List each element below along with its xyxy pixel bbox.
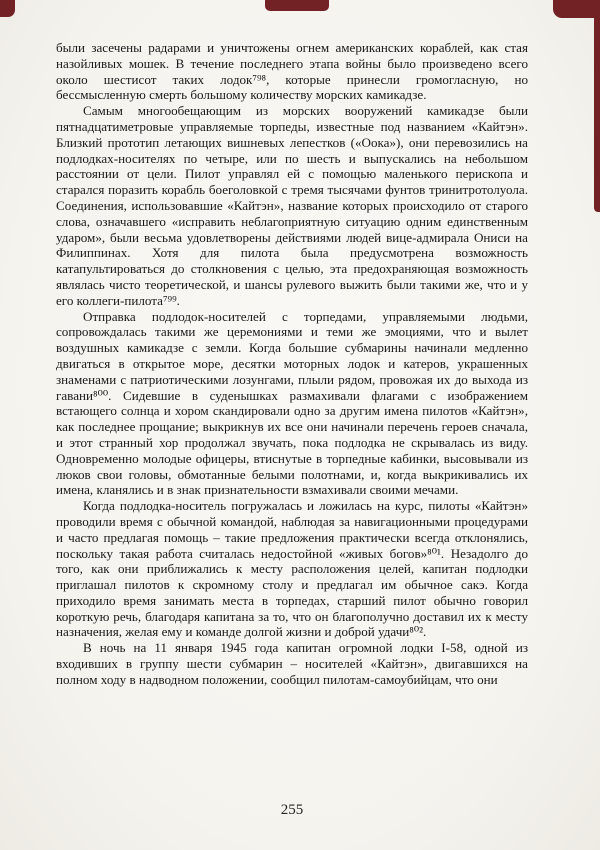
page-number: 255	[280, 802, 304, 818]
paragraph: были засечены радарами и уничтожены огнем американских кораблей, как стая назойливых мошек. В течение последнего этапа войны было произведено всего около шестисот таких лодок⁷⁹⁸, которые принесли громогласную, но бессмысленную смерть большому количеству морских камикадзе.	[56, 40, 528, 103]
paragraph: Самым многообещающим из морских вооружений камикадзе были пятнадцатиметровые управляемые торпеды, известные под названием «Кайтэн». Близкий прототип летающих вишневых лепестков («Оока»), они перевозились на подлодках-носителях по четыре, или по шесть и выпускались на небольшом расстоянии от цели. Пилот управлял ей с помощью маленького перископа и старался поразить корабль боеголовкой с тремя тысячами фунтов тринитротолуола. Соединения, использовавшие «Кайтэн», название которых происходило от старого слова, означавшего «исправить неблагоприятную ситуацию одним единственным ударом», были весьма удовлетворены действиями людей вице-адмирала Ониси на Филиппинах. Хотя для пилота была предусмотрена возможность катапультироваться до столкновения с целью, эта предохраняющая возможность являлась чисто теоретической, и шансы рулевого выжить были такими же, что и у его коллеги-пилота⁷⁹⁹.	[56, 103, 528, 308]
paragraph: Отправка подлодок-носителей с торпедами, управляемыми людьми, сопровождалась такими же церемониями и теми же эмоциями, что и вылет воздушных камикадзе с земли. Когда большие субмарины начинали медленно двигаться в открытое море, десятки моторных лодок и катеров, украшенных знаменами с патриотическими лозунгами, плыли рядом, провожая их до выхода из гавани⁸⁰⁰. Сидевшие в суденышках размахивали флагами с изображением встающего солнца и хором скандировали одно за другим имена пилотов «Кайтэн», как последнее прощание; выкрикнув их все они начинали перечень героев сначала, и этот странный хор продолжал звучать, пока подлодка не скрывалась из виду. Одновременно молодые офицеры, втиснутые в торпедные кабинки, высовывали из люков свои головы, обмотанные белыми полотнами, и, когда выкрикивались их имена, кланялись и в знак признательности взмахивали своими мечами.	[56, 308, 528, 498]
paragraph: Когда подлодка-носитель погружалась и ложилась на курс, пилоты «Кайтэн» проводили время с обычной командой, наблюдая за навигационными процедурами и часто предлагая помощь – такие предложения практически всегда отклонялись, поскольку такая работа считалась недостойной «живых богов»⁸⁰¹. Незадолго до того, как они приближались к месту расположения целей, капитан подлодки приглашал пилотов к скромному столу и предлагал им обычное сакэ. Когда приходило время занимать места в торпедах, старший пилот обычно говорил короткую речь, благодаря капитана за то, что он благополучно доставил их к месту назначения, желая ему и команде долгой жизни и доброй удачи⁸⁰².	[56, 498, 528, 640]
book-cover-edge-top-center	[265, 0, 329, 11]
book-cover-edge-top-right	[553, 0, 600, 18]
paragraph: В ночь на 11 января 1945 года капитан огромной лодки I-58, одной из входивших в группу шести субмарин – носителей «Кайтэн», двигавшихся на полном ходу в надводном положении, сообщил пилотам-самоубийцам, что они	[56, 640, 528, 687]
page-text	[56, 40, 528, 688]
book-cover-edge-right	[594, 0, 600, 212]
book-cover-edge-top-left	[0, 0, 15, 17]
